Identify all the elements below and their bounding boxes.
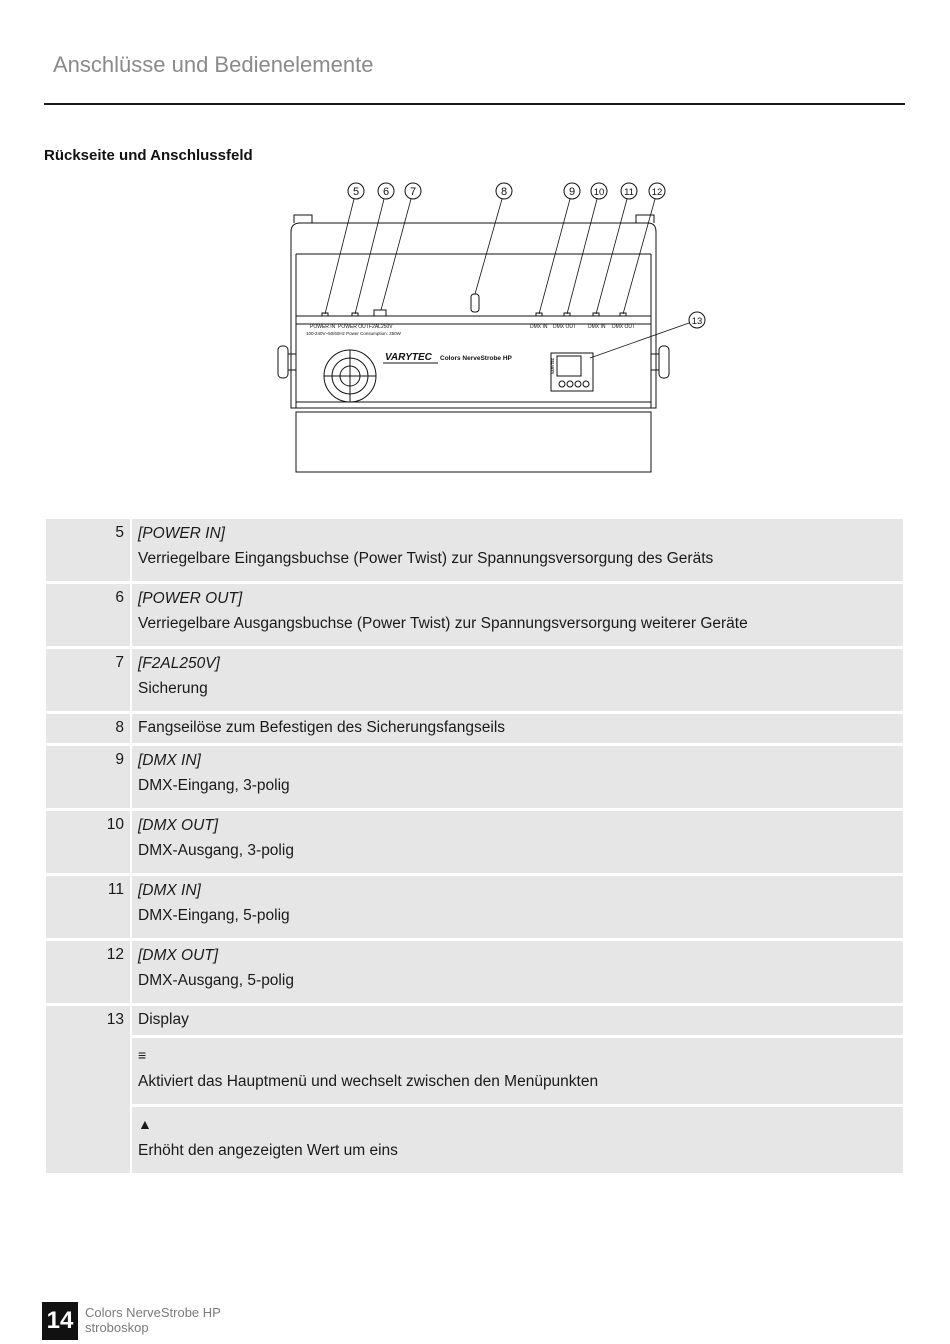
row-term: [DMX IN]: [138, 882, 201, 899]
row-text: DMX-Eingang, 5-polig: [138, 907, 290, 924]
row-description: [132, 1038, 903, 1104]
footer-product-category: stroboskop: [85, 1320, 149, 1335]
row-number: 6: [46, 584, 130, 646]
row-description: [132, 714, 903, 743]
callout-6: 6: [382, 186, 390, 198]
table-row: [46, 649, 903, 711]
row-text: DMX-Ausgang, 3-polig: [138, 842, 294, 859]
label-dmx-in-1: DMX IN: [530, 324, 548, 330]
brand-logo: VARYTEC: [385, 352, 432, 363]
label-rating: 100-240V~50/60Hz Power Consumption: 250W: [306, 331, 401, 336]
rear-panel-figure: [270, 176, 710, 478]
row-term: [F2AL250V]: [138, 655, 220, 672]
page-number: 14: [42, 1302, 78, 1340]
row-text: Fangseilöse zum Befestigen des Sicherungsfangseils: [138, 719, 506, 736]
row-text: DMX-Ausgang, 5-polig: [138, 972, 294, 989]
row-term: [DMX OUT]: [138, 817, 219, 834]
label-dmx-out-2: DMX OUT: [612, 324, 636, 330]
row-number: 13: [46, 1006, 130, 1173]
callout-10: 10: [593, 187, 605, 198]
callout-9: 9: [568, 186, 576, 198]
header-divider: [44, 103, 905, 105]
table-row: [46, 1006, 903, 1035]
row-text: Display: [138, 1011, 189, 1028]
callout-5: 5: [352, 186, 360, 198]
callout-11: 11: [624, 187, 634, 198]
menu-icon: ≡: [138, 1047, 147, 1063]
row-number: 11: [46, 876, 130, 938]
callout-8: 8: [500, 186, 508, 198]
row-number: 7: [46, 649, 130, 711]
row-text: Aktiviert das Hauptmenü und wechselt zwischen den Menüpunkten: [138, 1073, 599, 1090]
table-row: [46, 1038, 903, 1104]
row-term: [POWER IN]: [138, 525, 225, 542]
label-dmx-out-1: DMX OUT: [553, 324, 577, 330]
row-description: [132, 746, 903, 808]
label-power-in: POWER IN: [310, 324, 336, 330]
label-power-out: POWER OUT: [338, 324, 369, 330]
row-description: [132, 1006, 903, 1035]
table-row: [46, 811, 903, 873]
callout-12: 12: [651, 187, 663, 198]
row-text: DMX-Eingang, 3-polig: [138, 777, 290, 794]
row-text: Sicherung: [138, 680, 208, 697]
display-brand: VARYTEC: [551, 357, 555, 374]
section-heading: Rückseite und Anschlussfeld: [44, 147, 253, 164]
row-description: [132, 1107, 903, 1173]
row-description: [132, 941, 903, 1003]
label-fuse: F2AL250V: [369, 324, 393, 330]
row-description: [132, 584, 903, 646]
row-number: 10: [46, 811, 130, 873]
row-term: [DMX IN]: [138, 752, 201, 769]
table-row: [46, 876, 903, 938]
table-row: [46, 746, 903, 808]
callout-7: 7: [409, 186, 417, 198]
table-row: [46, 714, 903, 743]
row-number: 12: [46, 941, 130, 1003]
row-number: 5: [46, 519, 130, 581]
row-description: [132, 811, 903, 873]
table-row: [46, 941, 903, 1003]
footer-product-name: Colors NerveStrobe HP: [85, 1305, 221, 1320]
row-term: [DMX OUT]: [138, 947, 219, 964]
page-title: Anschlüsse und Bedienelemente: [53, 52, 374, 77]
row-text: Erhöht den angezeigten Wert um eins: [138, 1142, 398, 1159]
row-text: Verriegelbare Eingangsbuchse (Power Twist) zur Spannungsversorgung des Geräts: [138, 550, 714, 567]
arrow-up-icon: ▲: [138, 1116, 152, 1132]
row-text: Verriegelbare Ausgangsbuchse (Power Twist) zur Spannungsversorgung weiterer Geräte: [138, 615, 748, 632]
callout-13: 13: [691, 316, 703, 327]
row-number: 8: [46, 714, 130, 743]
label-dmx-in-2: DMX IN: [588, 324, 606, 330]
row-term: [POWER OUT]: [138, 590, 243, 607]
table-row: [46, 519, 903, 581]
model-name: Colors NerveStrobe HP: [440, 355, 512, 362]
table-row: [46, 1107, 903, 1173]
row-description: [132, 876, 903, 938]
footer-product: [85, 1305, 221, 1335]
row-description: [132, 649, 903, 711]
row-description: [132, 519, 903, 581]
row-number: 9: [46, 746, 130, 808]
table-row: [46, 584, 903, 646]
rear-panel-drawing: [270, 176, 710, 478]
legend-table: [44, 516, 905, 1176]
